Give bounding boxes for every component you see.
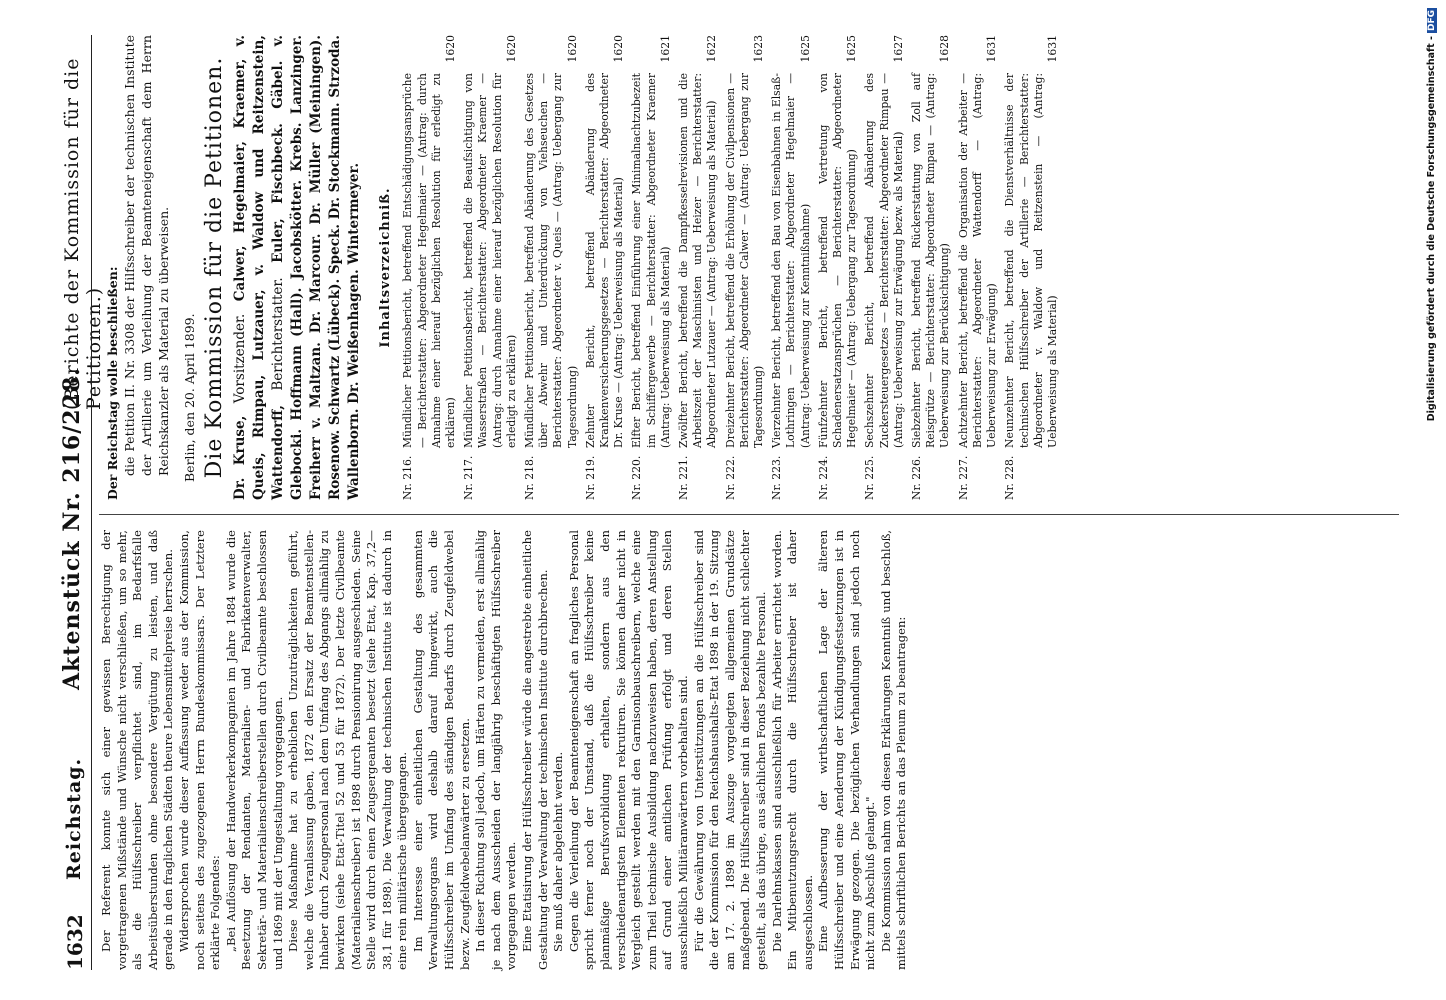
toc-row: [523, 35, 580, 500]
right-column: [99, 35, 1399, 500]
toc-page: 1620: [504, 35, 518, 63]
toc-list: [401, 35, 1060, 500]
paragraph: In dieser Richtung soll jedoch, um Härten zu vermeiden, erst allmählig je nach dem Ausscheiden der langjährig beschäftigten Hülfsschreiber vorgegangen werden.: [473, 530, 519, 970]
toc-page: 1620: [443, 35, 457, 63]
toc-text: Mündlicher Petitionsbericht, betreffend die Beaufsichtigung von Wasserstraßen — Berichterstatter: Abgeordneter Kraemer — (Antrag: durch Annahme einer hierauf bezüglichen Resolution für erledigt zu erklären): [462, 73, 518, 448]
header-right: (Berichte der Kommission für die Petitionen.): [61, 57, 105, 410]
toc-number: Nr. 222.: [723, 455, 737, 500]
toc-page: 1622: [705, 35, 719, 63]
toc-row: [677, 35, 720, 500]
header-rule: [91, 35, 92, 970]
toc-text: Achtzehnter Bericht, betreffend die Organisation der Arbeiter — Berichterstatter: Abgeordneter Wattendorff — (Antrag: Ueberweisung zur Erwägung): [956, 73, 999, 448]
chair-name: Dr. Kruse,: [231, 415, 248, 500]
header-left: Reichstag.: [63, 757, 85, 880]
rapporteur-role: Berichterstatter.: [269, 277, 286, 391]
toc-row: [584, 35, 627, 500]
chair-role: Vorsitzender.: [231, 313, 248, 404]
toc-text: Neunzehnter Bericht, betreffend die Dienstverhältnisse der technischen Hülfsschreiber der Artillerie — Berichterstatter: Abgeordneter v. Waldow und Reitzenstein — (Antrag: Ueberweisung als Material): [1003, 73, 1059, 448]
paragraph: Sie muß daher abgelehnt werden.: [551, 751, 566, 952]
toc-number: Nr. 218.: [523, 455, 536, 500]
members-group-b: Euler, Fischbeck. Gäbel. v. Glebocki. Hoffmann (Hall). Jacobskötter. Krebs. Lanzinger. Freiherr v. Maltzan. Dr. Marcour. Dr. Müller (Meiningen). Rosenow. Schwartz (Lübeck). Speck. Dr. Stockmann. Strzoda. Wallenborn. Dr. Weißenhagen. Wintermeyer.: [269, 35, 362, 500]
toc-page: 1628: [938, 35, 952, 63]
toc-row: [910, 35, 953, 500]
toc-page: 1625: [798, 35, 812, 63]
paragraph: Für die Gewährung von Unterstützungen an die Hülfsschreiber sind die der Kommission für den Reichshaushalts-Etat 1898 in der 19. Sitzung am 17. 2. 1898 im Auszuge vorgelegten allgemeinen Grundsätze maßgebend. Die Hülfsschreiber sind in dieser Beziehung nicht schlechter gestellt, als das übrige, aus sächlichen Fonds bezahlte Personal.: [691, 530, 768, 970]
toc-row: [630, 35, 673, 500]
left-column: [99, 530, 1399, 970]
paragraph: Eine Etatisirung der Hülfsschreiber würde die angestrebte einheitliche Gestaltung der Verwaltung der technischen Institute durchbrechen.: [520, 530, 550, 970]
toc-row: [1003, 35, 1060, 500]
toc-number: Nr. 216.: [401, 455, 415, 500]
toc-text: Fünfzehnter Bericht, betreffend Vertretung von Schadenersatzansprüchen — Berichterstatter: Abgeordneter Hegelmaier — (Antrag: Uebergang zur Tagesordnung): [816, 73, 859, 448]
toc-text: Vierzehnter Bericht, betreffend den Bau von Eisenbahnen in Elsaß-Lothringen — Berichterstatter: Abgeordneter Hegelmaier — (Antrag: Ueberweisung zur Kenntnißnahme): [770, 73, 812, 448]
toc-page: 1625: [845, 35, 859, 63]
toc-text: Siebzehnter Bericht, betreffend Rückerstattung von Zoll auf Reisgrütze — Berichterstatter: Abgeordneter Rimpau — (Antrag: Ueberweisung zur Berücksichtigung): [910, 73, 952, 448]
toc-number: Nr. 223.: [770, 455, 784, 500]
commission-members: [231, 35, 364, 500]
toc-number: Nr. 228.: [1003, 455, 1017, 500]
toc-row: [462, 35, 519, 500]
page-number: 1632: [63, 914, 87, 970]
members-group-a: Calwer, Hegelmaier, Kraemer, v. Queis, Rimpau, Lutzauer, v. Waldow und Reitzenstein, Wattendorff,: [231, 35, 286, 500]
toc-text: Sechszehnter Bericht, betreffend Abänderung des Zuckersteuergesetzes — Berichterstatter: Abgeordneter Rimpau — (Antrag: Ueberweisung zur Erwägung bezw. als Material): [863, 73, 905, 448]
paragraph: Eine Aufbesserung der wirthschaftlichen Lage der älteren Hülfsschreiber und eine Aenderung der Kündigungsfestsetzungen ist in Erwägung gezogen. Die bezüglichen Verhandlungen sind jedoch noch nicht zum Abschluß gelangt.": [816, 530, 878, 970]
toc-page: 1631: [985, 35, 999, 63]
toc-text: Mündlicher Petitionsbericht, betreffend Abänderung des Gesetzes über Abwehr und Unterdrückung von Viehseuchen — Berichterstatter: Abgeordneter v. Queis — (Antrag: Uebergang zur Tagesordnung): [523, 73, 579, 448]
paragraph: Der Referent konnte sich einer gewissen Berechtigung der vorgetragenen Mißstände und Wünsche nicht verschließen, um so mehr, als die Hülfsschreiber verpflichtet sind, im Bedarfsfalle Arbeitsüberstunden ohne besondere Vergütung zu leisten, und daß gerade in den fraglichen Städten theure Lebensmittelpreise herrschen.: [99, 530, 176, 970]
paragraph: Diese Maßnahme hat zu erheblichen Unzuträglichkeiten geführt, welche die Veranlassung gaben, 1872 den Ersatz der Beamtenstellen-Inhaber durch Zeugpersonal nach dem Umfang des Abgangs allmählig zu bewirken (siehe Etat-Titel 52 und 53 für 1872). Der letzte Civilbeamte (Materialienschreiber) ist 1898 durch Pensionirung ausgeschieden. Seine Stelle wird durch einen Zeugsergeanten besetzt (siehe Etat, Kap. 37,2—38,1 für 1898). Die Verwaltung der technischen Institute ist dadurch in eine rein militärische übergegangen.: [286, 530, 410, 970]
toc-page: 1631: [1045, 35, 1059, 63]
date-line: Berlin, den 20. April 1899.: [181, 313, 197, 482]
paragraph: Im Interesse einer einheitlichen Gestaltung des gesammten Verwaltungsorgans wird deshalb darauf hingewirkt, auch die Hülfsschreiber im Umfang des ständigen Bedarfs durch Zeugfeldwebel bezw. Zeugfeldwebelanwärter zu ersetzen.: [410, 530, 472, 970]
resolution-heading: Der Reichstag wolle beschließen:: [105, 266, 120, 500]
toc-text: Zwölfter Bericht, betreffend die Dampfkesselrevisionen und die Arbeitszeit der Maschinisten und Heizer — Berichterstatter: Abgeordneter Lutzauer — (Antrag: Ueberweisung als Material): [677, 73, 719, 448]
toc-number: Nr. 226.: [910, 455, 924, 500]
resolution-body: die Petition II. Nr. 3308 der Hilfsschreiber der technischen Institute der Artillerie um Verleihung der Beamteneigenschaft dem Herrn Reichskanzler als Material zu überweisen.: [121, 35, 171, 476]
toc-page: 1620: [612, 35, 626, 63]
toc-row: [957, 35, 1000, 500]
toc-text: Elfter Bericht, betreffend Einführung einer Minimalnachtzubezeit im Schiffergewerbe — Berichterstatter: Abgeordneter Kraemer (Antrag: Ueberweisung als Material): [630, 73, 672, 448]
column-divider: [99, 514, 1399, 515]
digitization-credit: [1412, 8, 1437, 993]
toc-number: Nr. 224.: [816, 455, 830, 500]
toc-number: Nr. 217.: [462, 455, 476, 500]
toc-page: 1627: [891, 35, 905, 63]
toc-row: [770, 35, 813, 500]
credit-text: Digitalisierung gefördert durch die Deutsche Forschungsgemeinschaft -: [1426, 36, 1437, 422]
toc-text: Dreizehnter Bericht, betreffend die Erhöhung der Civilpensionen — Berichterstatter: Abgeordneter Calwer — (Antrag: Uebergang zur Tagesordnung): [723, 73, 766, 448]
paragraph: „Bei Auflösung der Handwerkerkompagnien im Jahre 1884 wurde die Besetzung der Rendanten, Materialien- und Fabrikatenverwalter, Sekretär- und Materialienschreiberstellen durch Civilbeamte beschlossen und 1869 mit der Umgestaltung vorgegangen.: [223, 530, 285, 970]
toc-page: 1621: [658, 35, 672, 63]
header-title: Aktenstück Nr. 216/228.: [59, 367, 85, 690]
toc-number: Nr. 225.: [863, 455, 877, 500]
toc-number: Nr. 219.: [583, 455, 597, 500]
paragraph: Die Darlehnskassen sind ausschließlich für Arbeiter errichtet worden. Ein Mitbenutzungsrecht durch die Hülfsschreiber ist daher ausgeschlossen.: [769, 530, 815, 970]
toc-text: Zehnter Bericht, betreffend Abänderung des Krankenversicherungsgesetzes — Berichterstatter: Abgeordneter Dr. Kruse — (Antrag: Ueberweisung als Material): [583, 73, 626, 448]
credit-text-wrap: [1426, 8, 1446, 993]
toc-number: Nr. 220.: [630, 455, 644, 500]
toc-text: Mündlicher Petitionsbericht, betreffend Entschädigungsansprüche — Berichterstatter: Abgeordneter Hegelmaier — (Antrag: durch Annahme einer hierauf bezüglichen Resolution für erledigt zu erklären): [401, 73, 457, 448]
toc-page: 1620: [565, 35, 579, 63]
toc-title: Inhaltsverzeichniß.: [377, 187, 393, 348]
commission-title: Die Kommission für die Petitionen.: [202, 56, 228, 479]
dfg-logo: DFG: [1427, 10, 1437, 32]
paragraph: Gegen die Verleihung der Beamteneigenschaft an fragliches Personal spricht ferner noch der Umstand, daß die Hülfsschreiber keine planmäßige Berufsvorbildung erhalten, sondern aus den verschiedenartigsten Elementen rekrutiren. Sie können daher nicht in Vergleich gestellt werden mit den Garnisonbauschreibern, welche eine zum Theil technische Ausbildung nachzuweisen haben, deren Anstellung auf Grund einer amtlichen Prüfung erfolgt und deren Stellen ausschließlich Militäranwärtern vorbehalten sind.: [566, 530, 690, 970]
toc-row: [724, 35, 767, 500]
paragraph: Die Kommission nahm von diesen Erklärungen Kenntniß und beschloß, mittels schriftlichen Berichts an das Plenum zu beantragen:: [878, 530, 909, 970]
rotated-page: [55, 35, 1415, 970]
paragraph: Widersprochen wurde dieser Auffassung weder aus der Kommission, noch seitens des zugezogenen Herrn Bundeskommissars. Der Letztere erklärte Folgendes:: [176, 530, 223, 970]
toc-row: [817, 35, 860, 500]
toc-row: [401, 35, 458, 500]
toc-page: 1623: [752, 35, 766, 63]
toc-number: Nr. 227.: [956, 455, 970, 500]
toc-row: [863, 35, 906, 500]
toc-number: Nr. 221.: [677, 455, 691, 500]
page-header: [55, 35, 105, 970]
